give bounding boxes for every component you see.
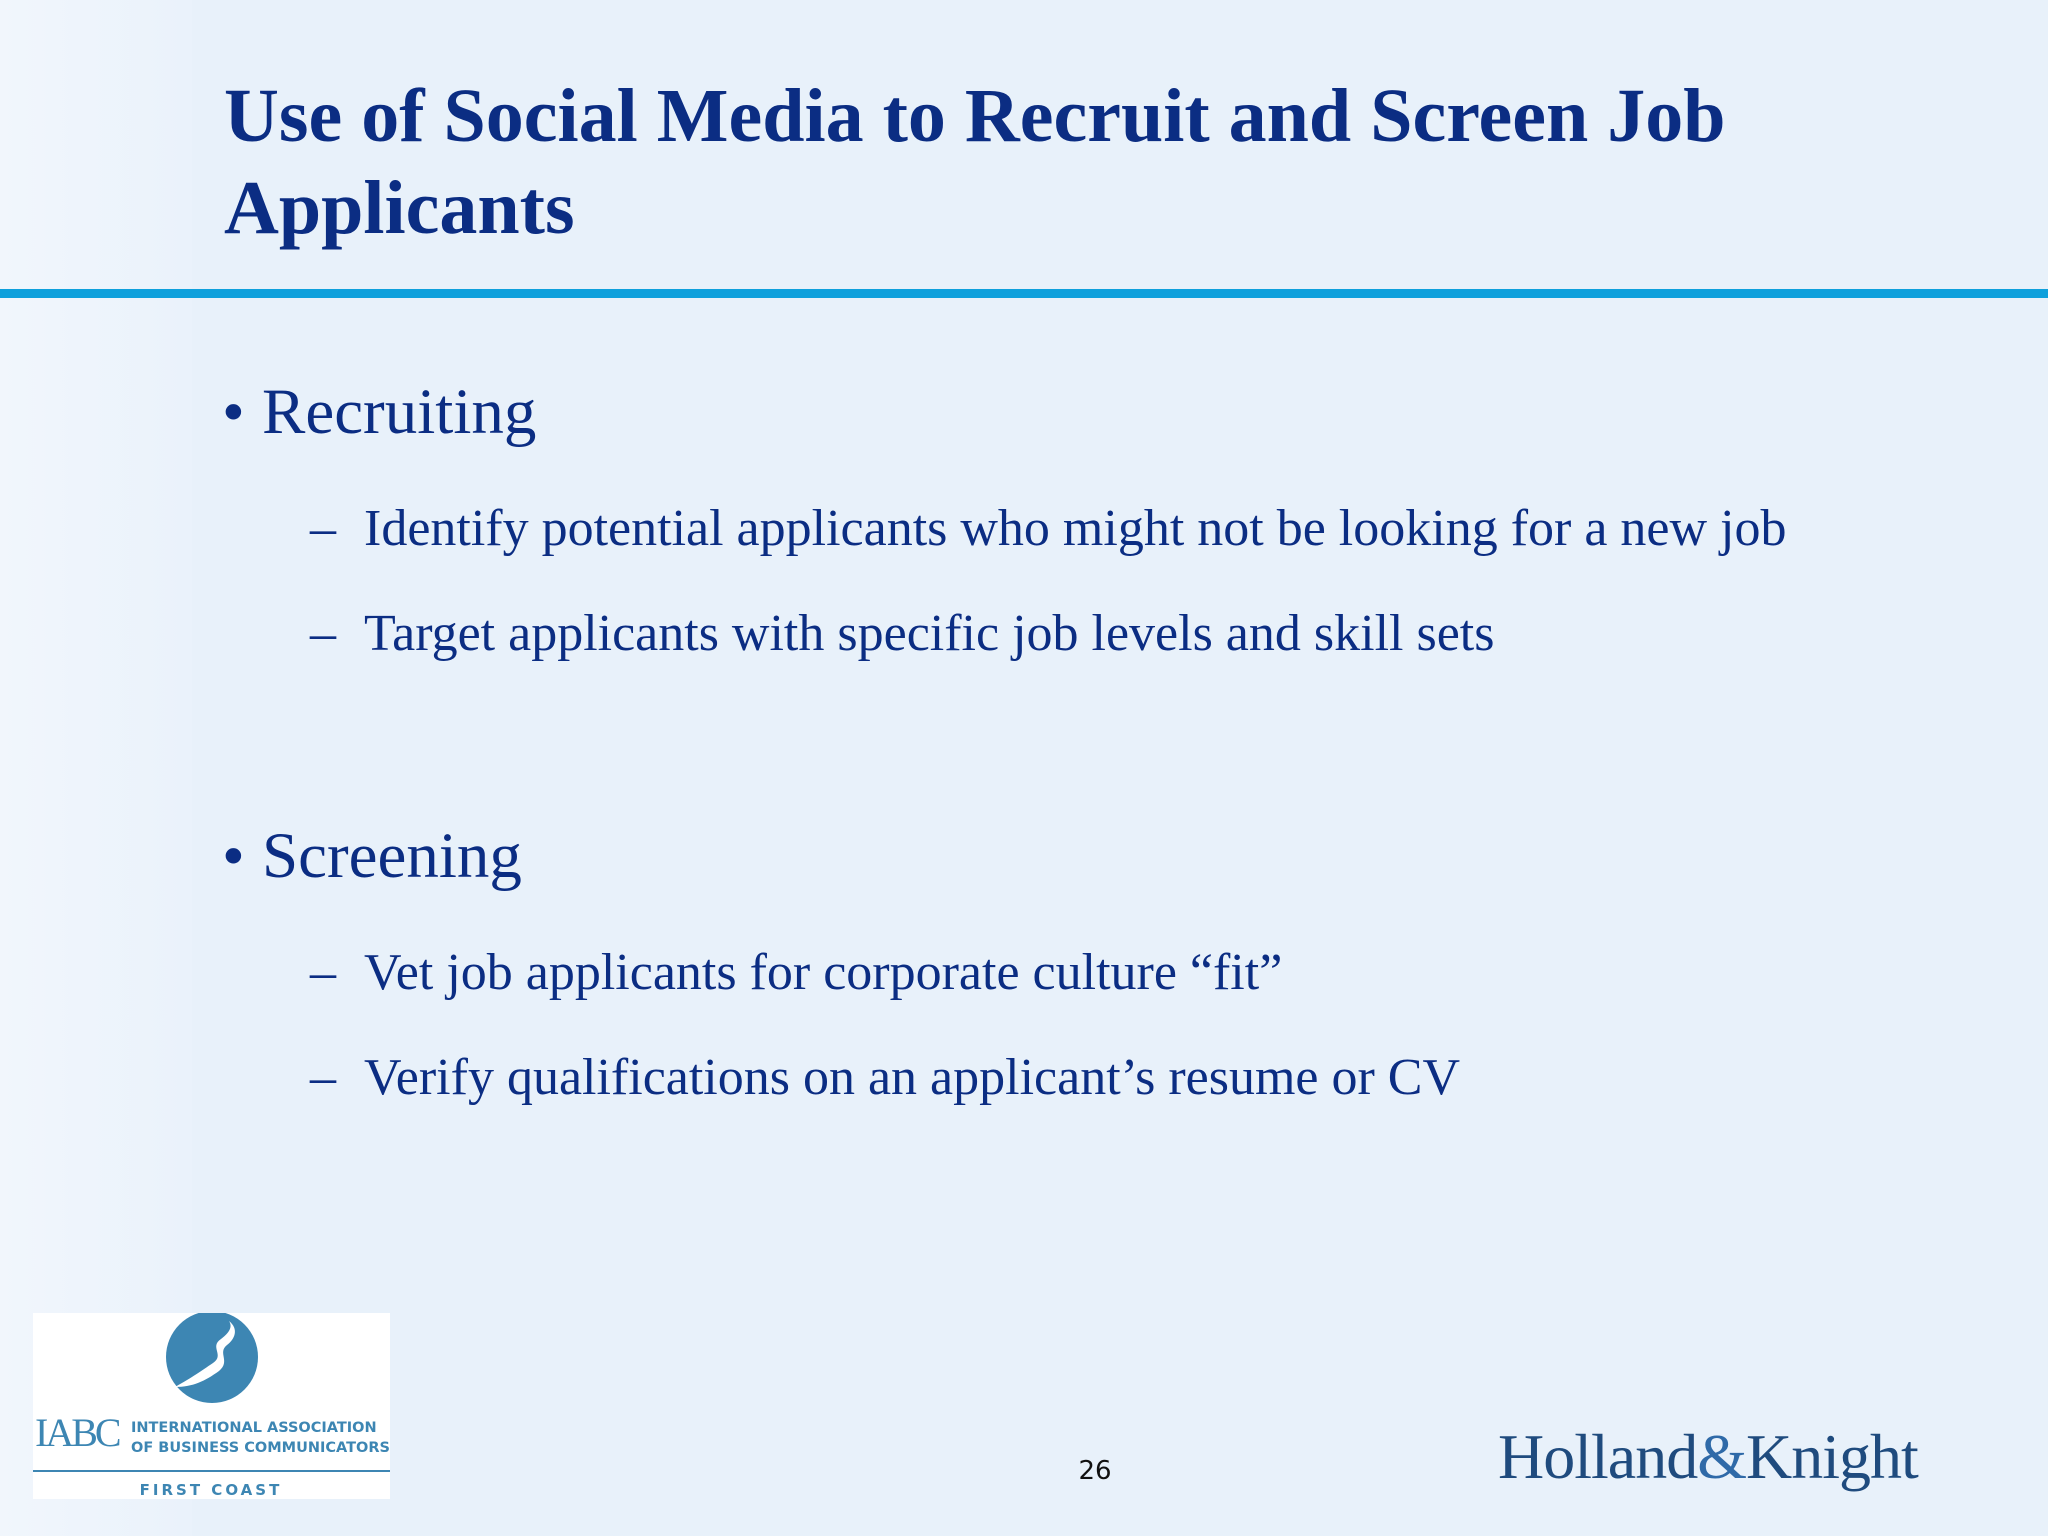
dash-glyph: – [310,944,336,1001]
sub-bullet [310,1047,1460,1109]
sub-bullet [310,498,1786,560]
sub-bullet [310,603,1494,665]
iabc-name-line2: OF BUSINESS COMMUNICATORS [131,1440,390,1456]
title-divider [0,289,2048,298]
holland-knight-logo [1498,1420,1998,1494]
bullet-glyph: • [222,376,245,448]
bullet-glyph: • [222,820,245,892]
iabc-logo [33,1313,390,1499]
dash-glyph: – [310,1049,336,1106]
left-background-band [0,0,192,1536]
bullet-screening [222,818,522,894]
iabc-wordmark: IABC [35,1410,119,1455]
page-number: 26 [1078,1456,1112,1486]
sub-bullet-text: Identify potential applicants who might not be looking for a new job [364,500,1787,557]
sub-bullet-text: Verify qualifications on an applicant’s resume or CV [364,1049,1461,1106]
dash-glyph: – [310,500,336,557]
iabc-emblem-circle [166,1313,258,1403]
dash-glyph: – [310,605,336,662]
bullet-heading: Recruiting [262,376,537,448]
sub-bullet-text: Target applicants with specific job levels and skill sets [364,605,1495,662]
hk-logo-right: Knight [1745,1421,1918,1492]
iabc-underline [33,1470,390,1472]
slide-title: Use of Social Media to Recruit and Screen Job Applicants [224,74,1726,250]
sub-bullet [310,942,1282,1004]
bullet-recruiting [222,374,536,450]
hk-logo-amp: & [1697,1421,1746,1492]
sub-bullet-text: Vet job applicants for corporate culture “fit” [364,944,1283,1001]
iabc-logo-graphic [33,1313,390,1499]
hk-logo-left: Holland [1498,1421,1698,1492]
iabc-name-line1: INTERNATIONAL ASSOCIATION [131,1420,377,1436]
bullet-heading: Screening [262,820,522,892]
iabc-chapter-name: FIRST COAST [139,1481,283,1499]
